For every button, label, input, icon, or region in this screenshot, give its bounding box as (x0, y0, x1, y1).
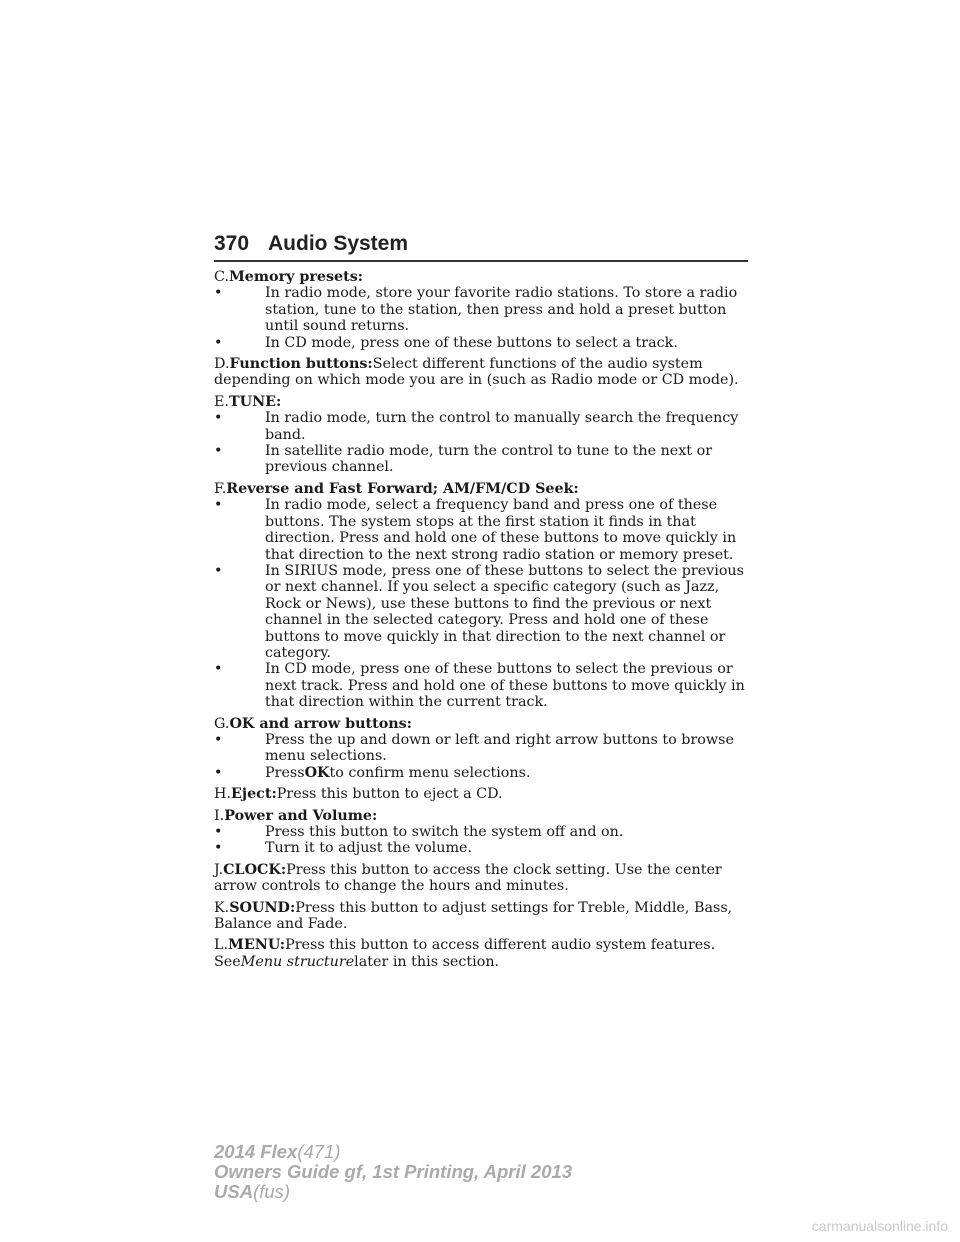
item-letter: L. (214, 937, 229, 954)
item-text: Select different functions of the audio system depending on which mode you are in (such as Radio mode or CD mode). (214, 356, 739, 389)
item-menu (214, 937, 754, 970)
section-title: Audio System (268, 232, 409, 255)
item-letter: K. (214, 899, 230, 916)
bullet: • In radio mode, store your favorite radio stations. To store a radio station, tune to the station, then press and hold a preset button until sound returns. (214, 285, 754, 334)
bullet: • In SIRIUS mode, press one of these buttons to select the previous or next channel. If you select a specific category (such as Jazz, Rock or News), use these buttons to find the previous or next channel in the selected category. Press and hold one of these buttons to move quickly in that direction to the next channel or category. (214, 563, 754, 661)
bullet: • Press this button to switch the system off and on. (214, 824, 754, 840)
bullet: • In radio mode, select a frequency band and press one of these buttons. The system stops at the first station it finds in that direction. Press and hold one of these buttons to move quickly in that direction to the next strong radio station or memory preset. (214, 497, 754, 563)
item-letter: G. (214, 715, 230, 732)
item-text: Press this button to access different audio system features. (285, 937, 716, 954)
item-letter: J. (214, 861, 224, 878)
item-tune (214, 394, 754, 476)
bullet (214, 765, 754, 781)
page-footer (214, 1142, 572, 1202)
item-text: Press this button to adjust settings for Treble, Middle, Bass, Balance and Fade. (214, 899, 733, 933)
item-label: Function buttons: (229, 356, 373, 373)
item-text: Press this button to eject a CD. (276, 786, 503, 803)
item-seek (214, 481, 754, 711)
footer-market: USA (214, 1181, 254, 1202)
item-ok-arrow-buttons (214, 716, 754, 782)
bullet: • In CD mode, press one of these buttons to select the previous or next track. Press and hold one of these buttons to move quickly in that direction within the current track. (214, 661, 754, 710)
item-function-buttons (214, 356, 754, 389)
item-letter: F. (214, 480, 227, 497)
item-letter: C. (214, 269, 229, 285)
item-label: Memory presets: (228, 269, 364, 285)
item-sound (214, 900, 754, 933)
item-clock (214, 862, 754, 895)
footer-model: 2014 Flex (214, 1141, 298, 1162)
item-letter: E. (214, 393, 229, 410)
ok-label: OK (304, 764, 330, 781)
bullet-text: Press (265, 764, 305, 781)
item-label: OK and arrow buttons: (229, 715, 412, 732)
bullet: • Press the up and down or left and right arrow buttons to browse menu selections. (214, 732, 754, 765)
bullet: • In satellite radio mode, turn the control to tune to the next or previous channel. (214, 443, 754, 476)
see-text: later in this section. (354, 953, 500, 970)
body-text (214, 269, 754, 975)
item-letter: I. (214, 807, 225, 824)
page-number: 370 (214, 232, 250, 255)
page-header (214, 228, 748, 262)
bullet: • In CD mode, press one of these buttons to select a track. (214, 335, 754, 351)
cross-reference-link[interactable]: Menu structure (240, 953, 355, 970)
item-letter: D. (214, 356, 230, 373)
footer-code: (471) (297, 1141, 341, 1162)
item-text: Press this button to access the clock setting. Use the center arrow controls to change the hours and minutes. (214, 861, 722, 895)
footer-market-code: (fus) (253, 1181, 291, 1202)
item-label: MENU: (228, 937, 286, 954)
item-label: Reverse and Fast Forward; AM/FM/CD Seek: (226, 480, 579, 497)
item-label: Power and Volume: (224, 807, 378, 824)
bullet-text: to confirm menu selections. (329, 764, 531, 781)
item-power-volume (214, 808, 754, 857)
footer-edition: Owners Guide gf, 1st Printing, April 2013 (214, 1161, 573, 1182)
bullet: • Turn it to adjust the volume. (214, 840, 754, 856)
item-letter: H. (214, 786, 232, 803)
item-memory-presets (214, 269, 754, 351)
watermark: carmanualsonline.info (811, 1218, 948, 1234)
item-label: TUNE: (228, 393, 282, 410)
item-label: Eject: (231, 786, 277, 803)
item-label: CLOCK: (223, 861, 287, 878)
see-text: See (214, 953, 241, 970)
bullet: • In radio mode, turn the control to manually search the frequency band. (214, 410, 754, 443)
item-eject (214, 786, 754, 802)
item-label: SOUND: (229, 899, 296, 916)
